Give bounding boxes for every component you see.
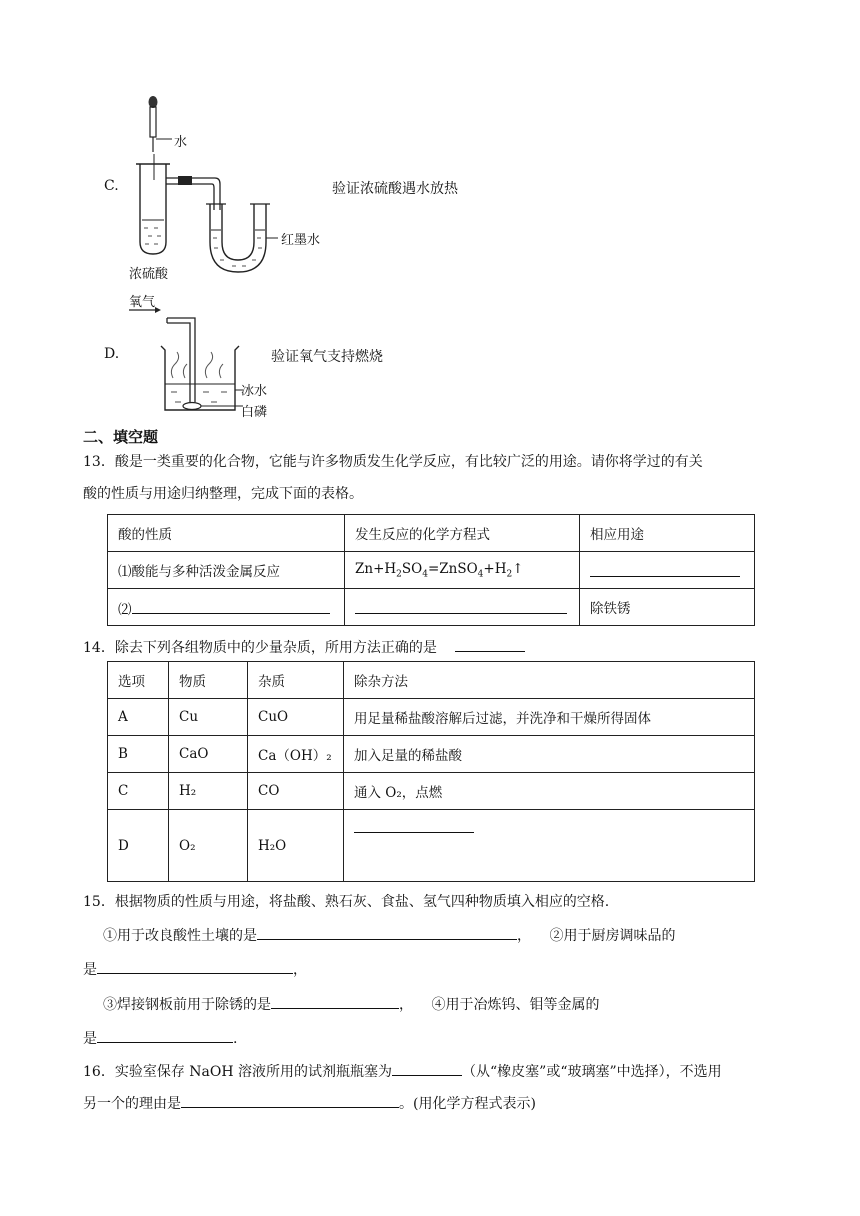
q14-question-text: 14．除去下列各组物质中的少量杂质，所用方法正确的是 bbox=[83, 640, 437, 656]
q15-item1-blank[interactable] bbox=[257, 923, 517, 940]
q14-header-option: 选项 bbox=[108, 662, 169, 699]
q14-row-c-substance: H₂ bbox=[169, 773, 248, 810]
q13-row1-use[interactable] bbox=[580, 552, 755, 589]
q15-item3-number: ③ bbox=[103, 997, 117, 1013]
q15-item3-text: 焊接钢板前用于除锈的是 bbox=[117, 997, 271, 1013]
q14-row-c-impurity: CO bbox=[248, 773, 344, 810]
q16-line1 bbox=[83, 1059, 722, 1083]
q14-header-method: 除杂方法 bbox=[344, 662, 755, 699]
q13-row1-use-blank[interactable] bbox=[590, 560, 740, 577]
option-c-letter: C. bbox=[104, 178, 119, 194]
apparatus-c-diagram bbox=[120, 92, 360, 282]
label-ice-water: 冰水 bbox=[241, 384, 268, 399]
q13-row1-property-text: ⑴酸能与多种活泼金属反应 bbox=[118, 564, 280, 580]
q16-text-part4: 。(用化学方程式表示) bbox=[399, 1096, 536, 1112]
q16-equation-blank[interactable] bbox=[181, 1091, 399, 1108]
q13-row1-property bbox=[108, 552, 345, 589]
q14-row-d-method[interactable] bbox=[344, 810, 755, 882]
q14-row-b-method: 加入足量的稀盐酸 bbox=[344, 736, 755, 773]
q14-row-d-option: D bbox=[108, 810, 169, 882]
q15-item4-number: ④ bbox=[431, 997, 446, 1013]
q14-row-c-method: 通入 O₂，点燃 bbox=[344, 773, 755, 810]
q13-row2-property[interactable] bbox=[108, 589, 345, 626]
label-conc-sulfuric-acid: 浓硫酸 bbox=[129, 267, 169, 282]
q14-row-a-method: 用足量稀盐酸溶解后过滤，并洗净和干燥所得固体 bbox=[344, 699, 755, 736]
q16-line2 bbox=[83, 1091, 536, 1115]
q14-row-b-impurity: Ca（OH）₂ bbox=[248, 736, 344, 773]
label-water: 水 bbox=[174, 135, 188, 150]
q14-row-d-substance: O₂ bbox=[169, 810, 248, 882]
q13-header-property: 酸的性质 bbox=[108, 515, 345, 552]
q14-row-b-option: B bbox=[108, 736, 169, 773]
q15-item2-blank[interactable] bbox=[97, 957, 293, 974]
q15-item4-text-cont: 是 bbox=[83, 1031, 97, 1047]
q13-row1-equation: $Zn+H_2SO_4=ZnSO_4+H_2↑$ bbox=[345, 552, 580, 589]
label-oxygen: 氧气 bbox=[129, 295, 156, 310]
q14-row-b-substance: CaO bbox=[169, 736, 248, 773]
q15-item4-blank[interactable] bbox=[97, 1026, 233, 1043]
q15-item4-text: 用于冶炼钨、钼等金属的 bbox=[445, 997, 600, 1013]
q15-text-line1: 15．根据物质的性质与用途，将盐酸、熟石灰、食盐、氢气四种物质填入相应的空格. bbox=[83, 894, 610, 910]
q16-stopper-blank[interactable] bbox=[392, 1059, 462, 1076]
q14-header-substance: 物质 bbox=[169, 662, 248, 699]
label-white-phosphorus: 白磷 bbox=[241, 405, 268, 420]
q13-header-equation: 发生反应的化学方程式 bbox=[345, 515, 580, 552]
q13-row2-use: 除铁锈 bbox=[580, 589, 755, 626]
q13-row2-equation-blank[interactable] bbox=[355, 597, 567, 614]
q14-row-a-option: A bbox=[108, 699, 169, 736]
q14-row-a-impurity: CuO bbox=[248, 699, 344, 736]
option-d-letter: D. bbox=[104, 346, 120, 362]
option-d-caption: 验证氧气支持燃烧 bbox=[271, 349, 383, 365]
q15-item2-number: ② bbox=[549, 928, 564, 944]
q15-item2-text-cont: 是 bbox=[83, 962, 97, 978]
q15-line2: ①用于改良酸性土壤的是 ， ②用于厨房调味品的 bbox=[103, 923, 675, 947]
q14-table bbox=[107, 661, 755, 882]
q15-item1-number: ① bbox=[103, 928, 117, 944]
q15-item1-text: 用于改良酸性土壤的是 bbox=[117, 928, 257, 944]
option-c-caption: 验证浓硫酸遇水放热 bbox=[332, 181, 458, 197]
q16-text-part3: 另一个的理由是 bbox=[83, 1096, 181, 1112]
q13-row2-equation[interactable] bbox=[345, 589, 580, 626]
q15-line3: 是 ， bbox=[83, 957, 307, 981]
label-red-ink: 红墨水 bbox=[281, 233, 321, 248]
q14-row-d-method-blank[interactable] bbox=[354, 816, 474, 833]
q14-row-a-substance: Cu bbox=[169, 699, 248, 736]
q14-text bbox=[83, 635, 525, 659]
q15-item3-blank[interactable] bbox=[271, 992, 399, 1009]
section-title: 二、填空题 bbox=[83, 428, 159, 446]
q15-line5: 是 . bbox=[83, 1026, 237, 1050]
q15-item2-text: 用于厨房调味品的 bbox=[563, 928, 676, 944]
q13-text-line2: 酸的性质与用途归纳整理，完成下面的表格。 bbox=[83, 486, 363, 502]
q13-table bbox=[107, 514, 755, 626]
q14-answer-blank[interactable] bbox=[455, 635, 525, 652]
q14-row-c-option: C bbox=[108, 773, 169, 810]
q15-line4: ③焊接钢板前用于除锈的是 ， ④用于冶炼钨、钼等金属的 bbox=[103, 992, 599, 1016]
q13-row2-property-label: ⑵ bbox=[118, 601, 132, 618]
apparatus-d-diagram bbox=[125, 306, 245, 416]
q16-text-part1: 16．实验室保存 NaOH 溶液所用的试剂瓶瓶塞为 bbox=[83, 1064, 392, 1080]
q13-text-line1: 13．酸是一类重要的化合物，它能与许多物质发生化学反应，有比较广泛的用途。请你将学过的有关 bbox=[83, 454, 703, 470]
q13-row2-property-blank[interactable] bbox=[132, 597, 330, 614]
q13-header-use: 相应用途 bbox=[580, 515, 755, 552]
q16-text-part2: （从“橡皮塞”或“玻璃塞”中选择），不选用 bbox=[462, 1064, 722, 1080]
q14-row-d-impurity: H₂O bbox=[248, 810, 344, 882]
q14-header-impurity: 杂质 bbox=[248, 662, 344, 699]
